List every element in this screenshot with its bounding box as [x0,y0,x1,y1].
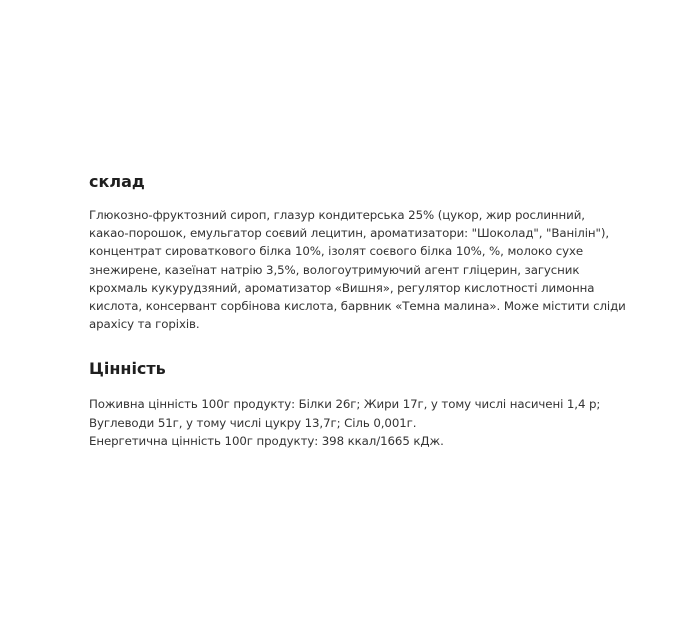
nutrition-line: Поживна цінність 100г продукту: Білки 26г; Жири 17г, у тому числі насичені 1,4 р; [89,397,601,412]
composition-line: Глюкозно-фруктозний сироп, глазур кондитерська 25% (цукор, жир рослинний, [89,208,585,222]
product-info [89,170,626,450]
composition-line: концентрат сироваткового білка 10%, ізолят соєвого білка 10%, %, молоко сухе [89,244,584,259]
composition-line: крохмаль кукурудзяний, ароматизатор «Вишня», регулятор кислотності лимонна [89,280,595,295]
nutrition-line: Енергетична цінність 100г продукту: 398 ккал/1665 кДж. [89,433,444,448]
composition-line: арахісу та горіхів. [89,317,200,332]
composition-title: склад [89,172,145,191]
composition-line: кислота, консервант сорбінова кислота, барвник «Темна малина». Може містити сліди [89,299,626,314]
composition-text [89,206,626,333]
nutrition-text [89,395,601,450]
nutrition-line: Вуглеводи 51г, у тому числі цукру 13,7г; Сіль 0,001г. [89,415,417,430]
nutrition-section [89,357,601,450]
composition-line: знежирене, казеїнат натрію 3,5%, вологоутримуючий агент гліцерин, загусник [89,262,580,277]
composition-line: какао-порошок, емульгатор соєвий лецитин, ароматизатори: "Шоколад", "Ванілін"), [89,226,609,241]
composition-section [89,170,626,333]
nutrition-title: Цінність [89,359,166,379]
